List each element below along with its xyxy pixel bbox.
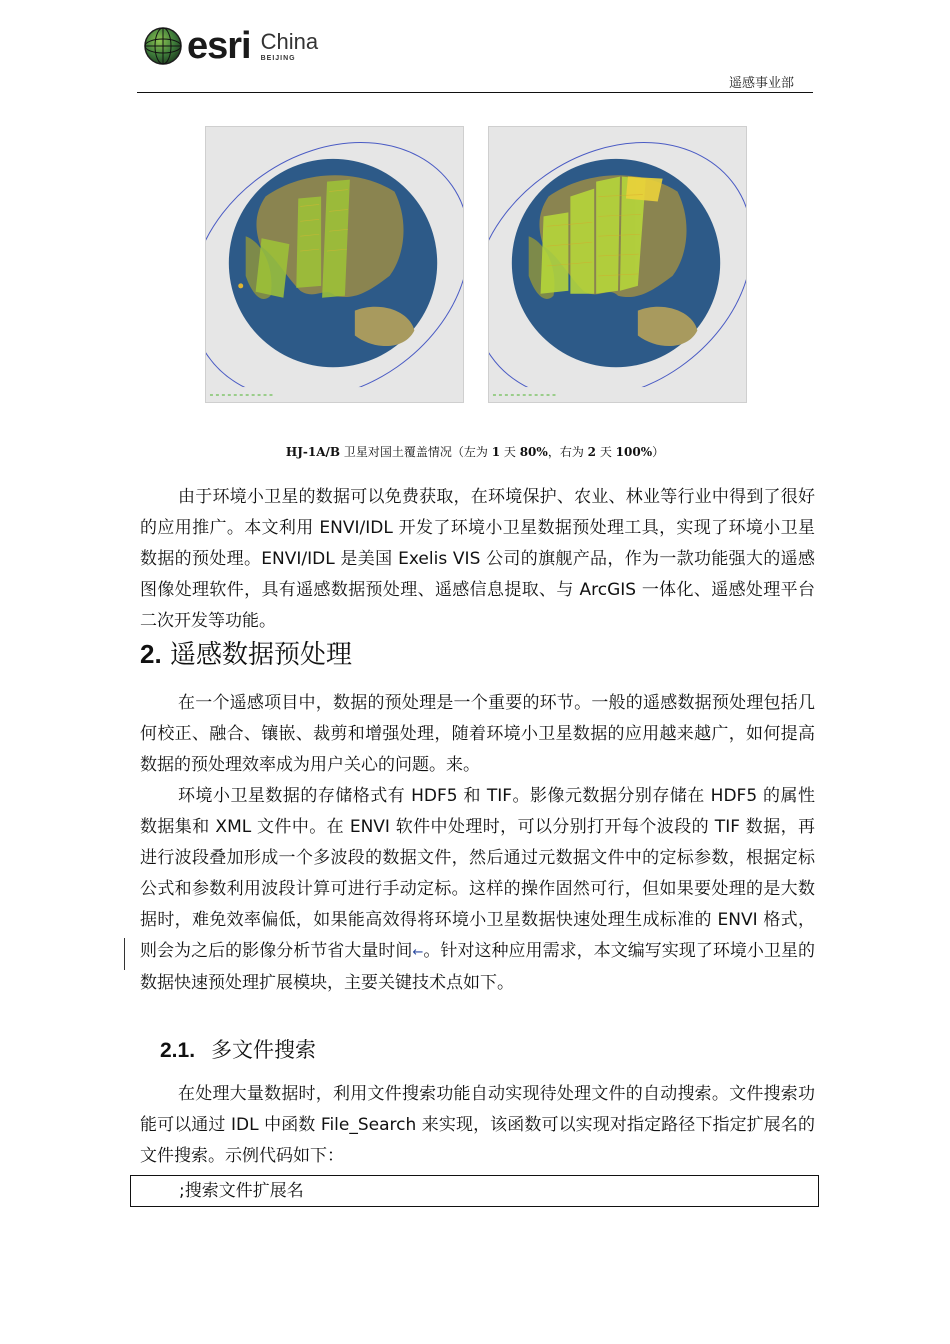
- section-2-title: 遥感数据预处理: [169, 640, 352, 670]
- esri-china-logo: [143, 26, 318, 66]
- figure-caption: [0, 443, 950, 460]
- caption-part3: ，右为: [547, 445, 588, 459]
- coverage-figure-right: [488, 126, 747, 403]
- globe-coverage-image-right: [489, 127, 746, 402]
- caption-part1: 卫星对国土覆盖情况（左为: [340, 445, 492, 459]
- coverage-figures: [205, 126, 747, 403]
- caption-days-right: 2: [587, 445, 596, 459]
- section-2-1-title: 多文件搜索: [211, 1038, 317, 1062]
- caption-part2: 天: [500, 445, 520, 459]
- section-2-paragraph-2: [140, 781, 815, 999]
- revision-bar: [124, 938, 125, 970]
- section-2-1-body: [140, 1079, 815, 1172]
- section-2-body: [140, 688, 815, 999]
- logo-city: BEIJING: [260, 54, 296, 62]
- department-label: 遥感事业部: [728, 76, 794, 91]
- section-2-paragraph-2-rest: 。针对这种应用需求，本文编写实现了环境小卫星的数据快速预处理扩展模块，主要关键技术点如下。: [140, 941, 816, 993]
- logo-brand: esri: [187, 25, 251, 67]
- section-2-1-heading: [160, 1034, 316, 1067]
- section-2-paragraph-2-main: 环境小卫星数据的存储格式有 HDF5 和 TIF。影像元数据分别存储在 HDF5 的属性数据集和 XML 文件中。在 ENVI 软件中处理时，可以分别打开每个波段的 TIF 数据，再进行波段叠加形成一个多波段的数据文件，然后通过元数据文件中的定标参数，根据定标公式和参数利用波段计算可进行手动定标。这样的操作固然可行，但如果要处理的是大数据时，难免效率偏低，如果能高效得将环境小卫星数据快速处理生成标准的 ENVI 格式，则会为之后的影像分析节省大量时间: [140, 786, 815, 961]
- caption-coverage-right: 100%: [615, 445, 653, 459]
- intro-paragraph: 由于环境小卫星的数据可以免费获取，在环境保护、农业、林业等行业中得到了很好的应用推广。本文利用 ENVI/IDL 开发了环境小卫星数据预处理工具，实现了环境小卫星数据的预处理。ENVI/IDL 是美国 Exelis VIS 公司的旗舰产品，作为一款功能强大的遥感图像处理软件，具有遥感数据预处理、遥感信息提取、与 ArcGIS 一体化、遥感处理平台二次开发等功能。: [140, 487, 815, 631]
- coverage-figure-left: [205, 126, 464, 403]
- logo-country: China: [260, 28, 319, 54]
- section-2-1-paragraph: 在处理大量数据时，利用文件搜索功能自动实现待处理文件的自动搜索。文件搜索功能可以通过 IDL 中函数 File_Search 来实现，该函数可以实现对指定路径下指定扩展名的文件搜索。示例代码如下：: [140, 1084, 815, 1166]
- section-2-number: 2.: [140, 639, 162, 669]
- section-2-paragraph-1: 在一个遥感项目中，数据的预处理是一个重要的环节。一般的遥感数据预处理包括几何校正、融合、镶嵌、裁剪和增强处理，随着环境小卫星数据的应用越来越广，如何提高数据的预处理效率成为用户关心的问题。来。: [140, 693, 815, 775]
- section-2-heading: [140, 636, 352, 673]
- section-2-1-number: 2.1.: [160, 1039, 196, 1062]
- caption-coverage-left: 80%: [519, 445, 548, 459]
- caption-part4: 天: [596, 445, 616, 459]
- globe-coverage-image-left: [206, 127, 463, 402]
- code-line: ;搜索文件扩展名: [179, 1181, 304, 1201]
- code-block: [130, 1175, 819, 1207]
- caption-sat: HJ-1A/B: [285, 445, 341, 459]
- globe-icon: [143, 26, 183, 66]
- intro-text: [140, 482, 815, 637]
- header-divider: [137, 92, 813, 93]
- caption-part5: ）: [652, 445, 665, 459]
- caption-days-left: 1: [491, 445, 501, 459]
- paragraph-mark-icon: ←: [412, 945, 424, 960]
